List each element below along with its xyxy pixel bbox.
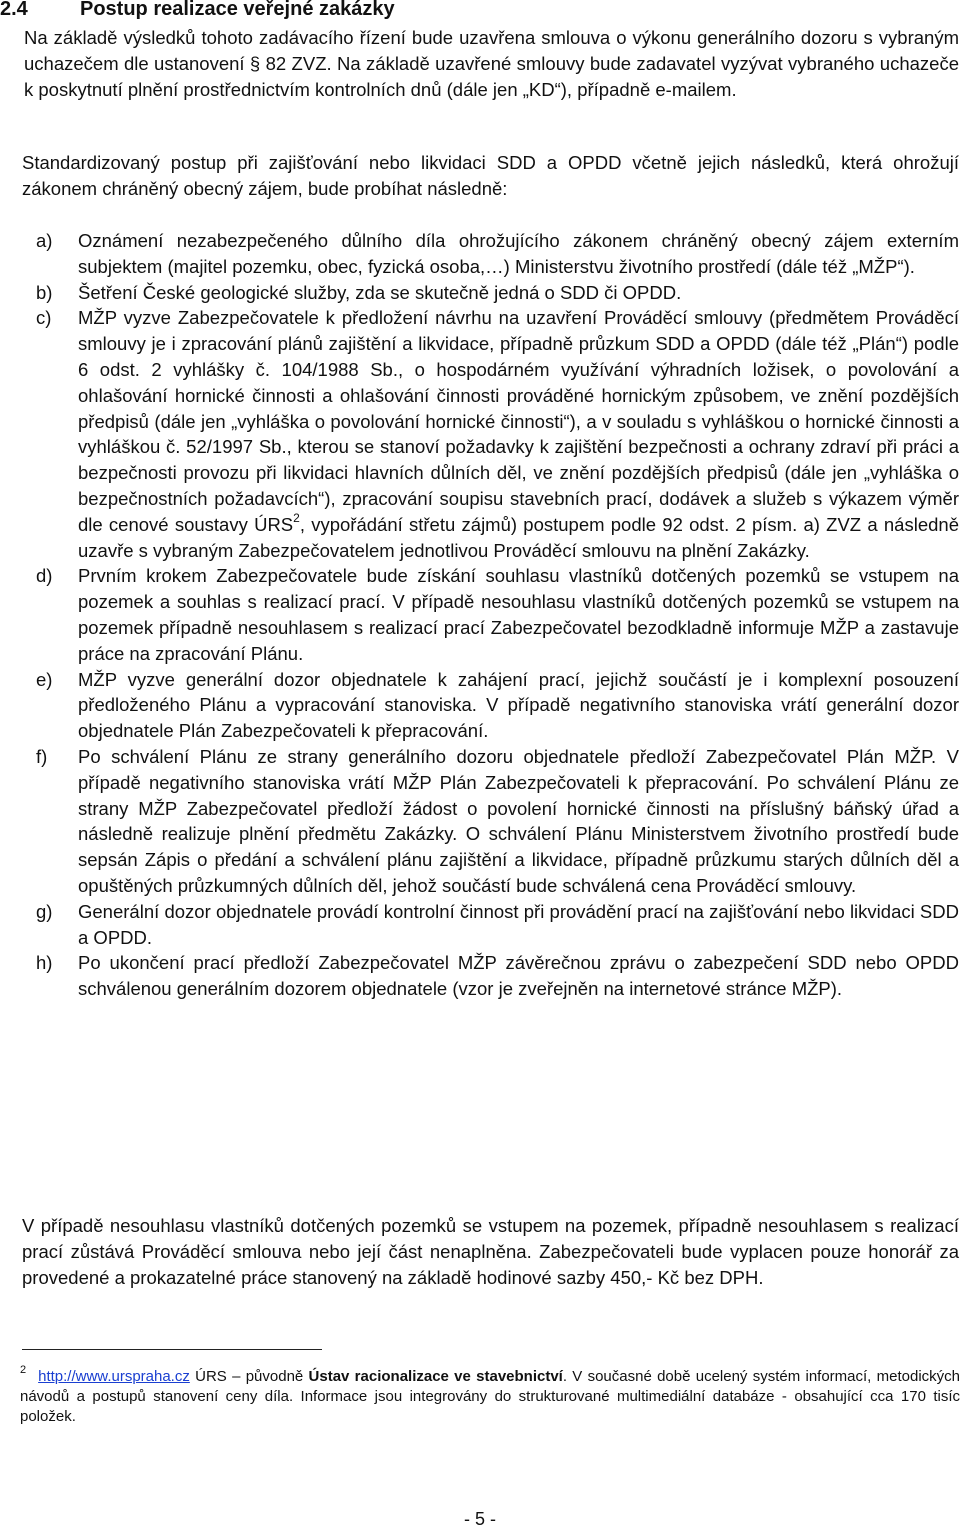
footnote-rest: . V současné době ucelený systém informací, metodických návodů a postupů stanovení ceny díla. Informace jsou integrovány do strukturované multimediální databáze - obsahující cca 170 tisíc položek. [20,1368,960,1425]
footnote-divider [22,1349,322,1350]
list-item [24,667,959,744]
list-item [24,899,959,951]
intro-paragraph: Na základě výsledků tohoto zadávacího řízení bude uzavřena smlouva o výkonu generálního dozoru s vybraným uchazečem dle ustanovení § 82 ZVZ. Na základě uzavřené smlouvy bude zadavatel vyzývat vybraného uchazeče k poskytnutí plnění prostřednictvím kontrolních dnů (dále jen „KD“), případně e-mailem. [24,27,959,100]
list-item [24,228,959,280]
list-marker: f) [36,745,48,767]
footnote-text: ÚRS – původně [189,1368,309,1385]
list-item [24,744,959,899]
list-marker: h) [36,952,53,974]
footnote-reference[interactable]: 2 [293,510,300,525]
list-item-text: Generální dozor objednatele provádí kontrolní činnost při provádění prací na zajišťování nebo likvidaci SDD a OPDD. [78,900,959,948]
closing-paragraph: V případě nesouhlasu vlastníků dotčených pozemků se vstupem na pozemek, případně nesouhlasem s realizací prací zůstává Prováděcí smlouva nebo její část nenaplněna. Zabezpečovateli bude vyplacen pouze honorář za provedené a prokazatelné práce stanovený na základě hodinové sazby 450,- Kč bez DPH. [22,1215,959,1288]
list-item [24,950,959,1002]
procedure-list [24,228,959,1002]
page-number: - 5 - [463,1509,496,1529]
list-item-text: Po ukončení prací předloží Zabezpečovatel MŽP závěrečnou zprávu o zabezpečení SDD nebo OPDD schválenou generálním dozorem objednatele (vzor je zveřejněn na internetové stránce MŽP). [78,952,959,1000]
footnote-number: 2 [20,1364,27,1376]
footnote-bold-text: Ústav racionalizace ve stavebnictví [308,1368,563,1385]
list-item [24,563,959,666]
list-marker: c) [36,307,52,329]
footnote [20,1362,960,1427]
section-number: 2.4 [0,0,28,20]
list-item-text: Oznámení nezabezpečeného důlního díla ohrožujícího zákonem chráněný obecný zájem externím subjektem (majitel pozemku, obec, fyzická osoba,…) Ministerstvu životního prostředí (dále též „MŽP“). [78,230,959,277]
list-item-text: Šetření České geologické služby, zda se skutečně jedná o SDD či OPDD. [78,281,682,303]
list-item-text: MŽP vyzve generální dozor objednatele k zahájení prací, jejichž součástí je i komplexní posouzení předloženého Plánu a vypracování stanoviska. V případě negativního stanoviska vrátí generální dozor objednatele Plán Zabezpečovateli k přepracování. [78,668,959,742]
list-item-text-continued: , vypořádání střetu zájmů) postupem podle 92 odst. 2 písm. a) ZVZ a následně uzavře s vybraným Zabezpečovatelem jednotlivou Prováděcí smlouvu na plnění Zakázky. [78,513,959,561]
list-marker: d) [36,565,53,587]
section-heading [0,0,395,21]
list-marker: b) [36,281,53,303]
list-marker: g) [36,900,53,922]
procedure-paragraph: Standardizovaný postup při zajišťování nebo likvidaci SDD a OPDD včetně jejich následků, která ohrožují zákonem chráněný obecný zájem, bude probíhat následně: [22,152,959,199]
footnote-link[interactable]: http://www.urspraha.cz [38,1368,190,1385]
list-item-text: MŽP vyzve Zabezpečovatele k předložení návrhu na uzavření Prováděcí smlouvy (předmětem Prováděcí smlouvy je i zpracování plánů zajištění a likvidace, případně průzkum SDD a OPDD (dále též „Plán“) podle 6 odst. 2 vyhlášky č. 104/1988 Sb., o hospodárném využívání výhradních ložisek, o povolování a ohlašování hornické činnosti a ohlašování činnosti prováděné hornickým způsobem, ve znění pozdějších předpisů (dále jen „vyhláška o povolování hornické činnosti“), a v souladu s vyhláškou o hornické činnosti a vyhláškou č. 52/1997 Sb., kterou se stanoví požadavky k zajištění bezpečnosti a ochrany zdraví při práci a bezpečnosti provozu při likvidaci hlavních důlních děl, ve znění pozdějších předpisů (dále jen „vyhláška o bezpečnostních požadavcích“), zpracování soupisu stavebních prací, dodávek a služeb s výkazem výměr dle cenové soustavy ÚRS [78,307,959,535]
list-item-text: Po schválení Plánu ze strany generálního dozoru objednatele předloží Zabezpečovatel Plán MŽP. V případě negativního stanoviska vrátí MŽP Plán Zabezpečovateli k přepracování. Po schválení Plánu ze strany MŽP Zabezpečovatel předloží žádost o povolení hornické činnosti na příslušný báňský úřad a následně realizuje plnění předmětu Zakázky. O schválení Plánu Ministerstvem životního prostředí bude sepsán Zápis o předání a schválení plánu zajištění a likvidace, případně průzkumu starých důlních děl a opuštěných průzkumných důlních děl, jehož součástí bude schválená cena Prováděcí smlouvy. [78,745,959,896]
list-item [24,280,959,306]
list-item [24,305,959,563]
list-marker: a) [36,230,53,251]
section-title: Postup realizace veřejné zakázky [80,0,395,20]
list-marker: e) [36,668,53,690]
list-item-text: Prvním krokem Zabezpečovatele bude získání souhlasu vlastníků dotčených pozemků se vstupem na pozemek a souhlas s realizací prací. V případě nesouhlasu vlastníků dotčených pozemků se vstupem na pozemek případně nesouhlasem s realizací prací Zabezpečovatel bezodkladně informuje MŽP a zastavuje práce na zpracování Plánu. [78,565,959,664]
